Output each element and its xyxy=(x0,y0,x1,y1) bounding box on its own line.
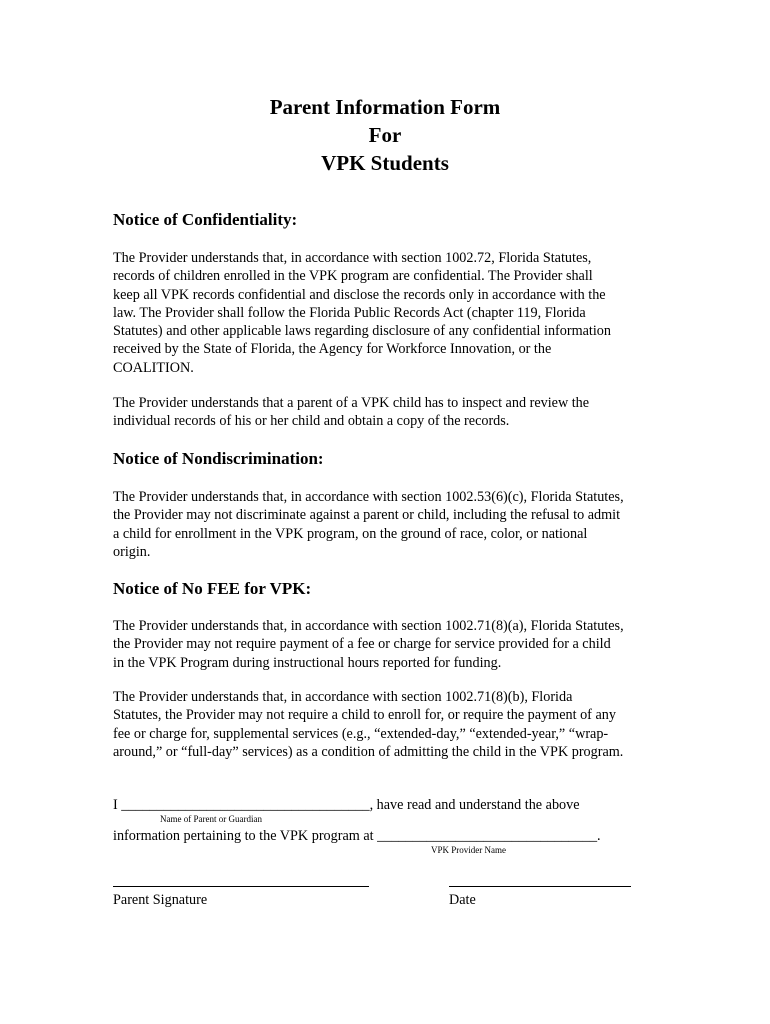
text-line: the Provider may not discriminate against a parent or child, including the refusal to admit xyxy=(113,507,621,524)
text-line: origin. xyxy=(113,543,151,560)
confidentiality-paragraph-1 xyxy=(113,249,673,377)
parent-signature-label: Parent Signature xyxy=(113,892,208,908)
text-line: individual records of his or her child and obtain a copy of the records. xyxy=(113,413,510,430)
acknowledgement-line-2 xyxy=(113,827,601,845)
text-line: law. The Provider shall follow the Florida Public Records Act (chapter 119, Florida xyxy=(113,304,586,321)
text-line: The Provider understands that, in accordance with section 1002.72, Florida Statutes, xyxy=(113,250,592,266)
ack-prefix: I xyxy=(113,797,122,813)
acknowledgement-line-1 xyxy=(113,796,580,814)
confidentiality-heading: Notice of Confidentiality: xyxy=(113,210,298,229)
nondiscrimination-paragraph xyxy=(113,488,673,561)
no-fee-paragraph-2 xyxy=(113,688,673,761)
text-line: the Provider may not require payment of a fee or charge for service provided for a child xyxy=(113,636,611,653)
text-line: fee or charge for, supplemental services (e.g., “extended-day,” “extended-year,” “wrap- xyxy=(113,725,609,742)
text-line: around,” or “full-day” services) as a condition of admitting the child in the VPK program. xyxy=(113,743,624,760)
text-line: The Provider understands that, in accordance with section 1002.53(6)(c), Florida Statutes, xyxy=(113,489,624,505)
ack-suffix: , have read and understand the above xyxy=(369,797,580,813)
text-line: in the VPK Program during instructional hours reported for funding. xyxy=(113,654,502,671)
parent-name-blank[interactable]: ___________________________________ xyxy=(121,797,370,813)
text-line: received by the State of Florida, the Agency for Workforce Innovation, or the xyxy=(113,341,552,358)
text-line: The Provider understands that, in accordance with section 1002.71(8)(a), Florida Statutes, xyxy=(113,618,624,634)
date-label: Date xyxy=(449,892,476,908)
text-line: Statutes) and other applicable laws regarding disclosure of any confidential information xyxy=(113,323,611,340)
confidentiality-paragraph-2 xyxy=(113,394,673,431)
provider-name-blank[interactable]: _______________________________ xyxy=(377,828,598,844)
ack-line2-prefix: information pertaining to the VPK program at xyxy=(113,828,378,844)
date-line[interactable] xyxy=(449,886,631,887)
provider-name-caption: VPK Provider Name xyxy=(431,845,506,855)
form-title xyxy=(0,93,770,177)
text-line: records of children enrolled in the VPK program are confidential. The Provider shall xyxy=(113,268,593,285)
text-line: The Provider understands that, in accordance with section 1002.71(8)(b), Florida xyxy=(113,689,573,705)
title-line-2: For xyxy=(368,123,402,147)
text-line: The Provider understands that a parent of a VPK child has to inspect and review the xyxy=(113,395,590,411)
no-fee-heading: Notice of No FEE for VPK: xyxy=(113,579,312,598)
nondiscrimination-heading: Notice of Nondiscrimination: xyxy=(113,449,324,468)
parent-name-caption: Name of Parent or Guardian xyxy=(160,814,262,824)
title-line-1: Parent Information Form xyxy=(269,95,501,119)
ack-line2-suffix: . xyxy=(597,828,601,844)
no-fee-paragraph-1 xyxy=(113,617,673,672)
text-line: Statutes, the Provider may not require a child to enroll for, or require the payment of any xyxy=(113,707,616,724)
text-line: a child for enrollment in the VPK program, on the ground of race, color, or national xyxy=(113,525,588,542)
text-line: COALITION. xyxy=(113,359,194,376)
parent-signature-line[interactable] xyxy=(113,886,369,887)
title-line-3: VPK Students xyxy=(321,151,449,175)
text-line: keep all VPK records confidential and disclose the records only in accordance with the xyxy=(113,286,606,303)
